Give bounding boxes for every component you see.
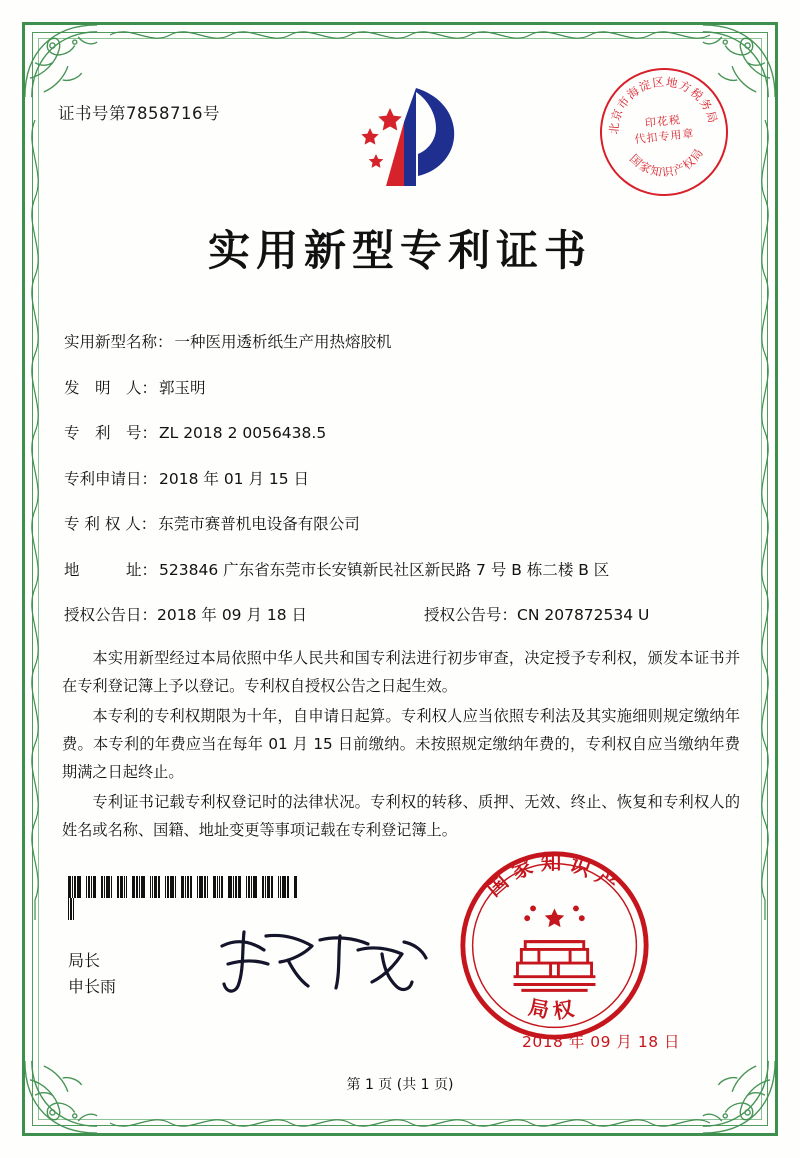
field-label: 地 址： <box>64 560 158 579</box>
barcode <box>68 876 298 898</box>
seal-date: 2018 年 09 月 18 日 <box>521 1033 680 1051</box>
publication-number <box>424 603 742 627</box>
director-block <box>68 948 116 1000</box>
field-value: 一种医用透析纸生产用热熔胶机 <box>174 333 392 351</box>
director-label: 局长 <box>68 951 101 970</box>
field-row-patent-number <box>64 421 742 445</box>
field-row-inventor <box>64 376 742 400</box>
field-row-address <box>64 558 742 582</box>
handwritten-signature <box>208 920 438 1000</box>
paragraph-2: 本专利的专利权期限为十年，自申请日起算。专利权人应当依照专利法及其实施细则规定缴纳年费。本专利的年费应当在每年 01 月 15 日前缴纳。未按照规定缴纳年费的，专利权自应当缴纳年费期满之日起终止。 <box>62 707 740 781</box>
field-list <box>64 330 742 649</box>
border-flourish-top <box>110 22 710 48</box>
publication-number-value: CN 207872534 U <box>517 606 650 625</box>
tax-stamp-top-arc: 北京市海淀区地方税务局 <box>606 74 721 135</box>
paragraph-3: 专利证书记载专利权登记时的法律状况。专利权的转移、质押、无效、终止、恢复和专利权人的姓名或名称、国籍、地址变更等事项记载在专利登记簿上。 <box>62 793 740 839</box>
tax-stamp <box>594 62 735 203</box>
official-seal <box>457 848 652 1043</box>
field-value: 郭玉明 <box>159 378 206 397</box>
svg-text:国家知识产权局 <box>626 144 709 183</box>
publication-date <box>64 603 424 627</box>
page-footer: 第 1 页 (共 1 页) <box>346 1077 454 1093</box>
paragraph-1: 本实用新型经过本局依照中华人民共和国专利法进行初步审查，决定授予专利权，颁发本证书并在专利登记簿上予以登记。专利权自授权公告之日起生效。 <box>62 649 740 695</box>
field-label: 专利申请日： <box>64 469 158 488</box>
tax-stamp-center-line1: 印花税 <box>644 113 682 130</box>
border-flourish-left <box>22 120 48 920</box>
field-label: 专 利 号： <box>64 424 158 443</box>
field-value: 523846 广东省东莞市长安镇新民社区新民路 7 号 B 栋二楼 B 区 <box>159 560 610 579</box>
field-label: 实用新型名称： <box>64 333 173 351</box>
border-flourish-bottom <box>110 1110 710 1136</box>
legal-text <box>62 644 740 846</box>
field-row-utility-model-name <box>64 330 742 354</box>
publication-date-label: 授权公告日： <box>64 606 158 625</box>
field-value: 东莞市赛普机电设备有限公司 <box>158 515 360 534</box>
tax-stamp-center-line2: 代扣专用章 <box>633 126 695 147</box>
field-value: ZL 2018 2 0056438.5 <box>159 424 327 443</box>
field-row-publication <box>64 603 742 627</box>
director-name: 申长雨 <box>68 977 117 996</box>
certificate-number: 证书号第7858716号 <box>58 104 220 123</box>
field-row-application-date <box>64 467 742 491</box>
publication-number-label: 授权公告号： <box>424 606 518 625</box>
svg-text:局权: 局权 <box>526 995 583 1024</box>
border-flourish-right <box>752 120 778 920</box>
publication-date-value: 2018 年 09 月 18 日 <box>157 606 308 625</box>
certificate-content <box>58 58 742 1100</box>
svg-text:国家知识产: 国家知识产 <box>481 850 628 902</box>
page-title: 实用新型专利证书 <box>207 226 592 275</box>
cnipa-logo-icon <box>330 82 480 192</box>
field-label: 发 明 人： <box>64 378 158 397</box>
field-label: 专 利 权 人： <box>64 515 157 534</box>
field-row-patentee <box>64 512 742 536</box>
tax-stamp-bottom-arc: 国家知识产权局 <box>626 145 707 180</box>
field-value: 2018 年 01 月 15 日 <box>159 469 310 488</box>
